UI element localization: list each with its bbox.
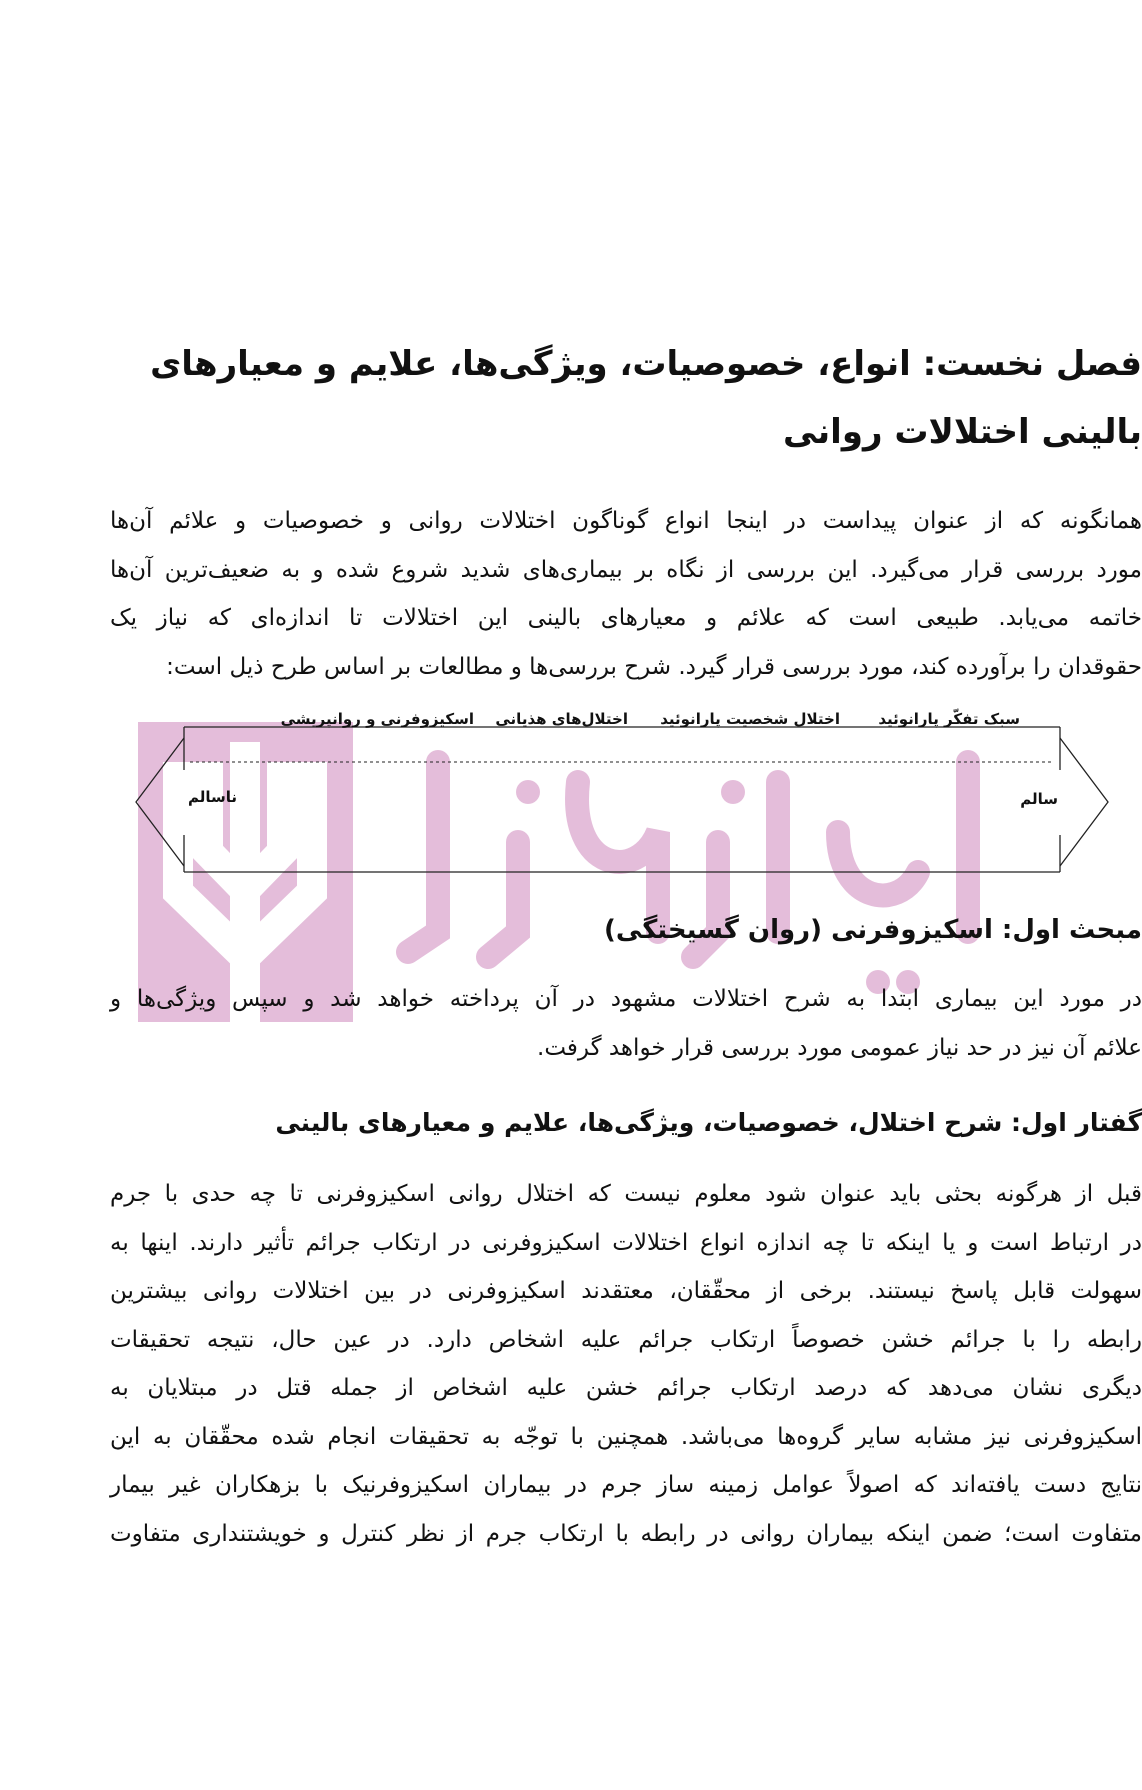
paragraph-line: رابطه را با جرائم خشن خصوصاً ارتکاب جرائم علیه اشخاص دارد. در عین حال، نتیجه تحقیقات <box>110 1326 1142 1353</box>
paragraph-line: مورد بررسی قرار می‌گیرد. این بررسی از نگاه بر بیماری‌های شدید شروع شده و به ضعیف‌ترین آن‌ها <box>110 556 1142 583</box>
paragraph-line: قبل از هرگونه بحثی باید عنوان شود معلوم نیست که اختلال روانی اسکیزوفرنی تا چه حدی با جرم <box>110 1181 1142 1207</box>
subsection-heading: گفتار اول: شرح اختلال، خصوصیات، ویژگی‌ها، علایم و معیارهای بالینی <box>275 1108 1142 1137</box>
chapter-title: فصل نخست: انواع، خصوصیات، ویژگی‌ها، علایم و معیارهای بالینی اختلالات روانی <box>150 344 1142 452</box>
spectrum-label: اسکیزوفرنی و روانپریشی <box>280 710 474 728</box>
paragraph-line: علائم آن نیز در حد نیاز عمومی مورد بررسی قرار خواهد گرفت. <box>537 1034 1142 1061</box>
paragraph-line: سهولت قابل پاسخ نیستند. برخی از محقّقان، معتقدند اسکیزوفرنی در بین اختلالات روانی بیشترین <box>110 1278 1142 1304</box>
section-paragraph <box>110 975 1142 1072</box>
spectrum-label: اختلال شخصیت پارانوئید <box>660 710 840 728</box>
intro-paragraph <box>110 497 1142 691</box>
paragraph-line: دیگری نشان می‌دهد که درصد ارتکاب جرائم خشن علیه اشخاص از جمله قتل در مبتلایان به <box>110 1375 1142 1401</box>
spectrum-axis <box>130 710 1140 890</box>
paragraph-line: خاتمه می‌یابد. طبیعی است که علائم و معیارهای بالینی این اختلالات تا اندازه‌ای که نیاز یک <box>110 605 1142 631</box>
section-heading: مبحث اول: اسکیزوفرنی (روان گسیختگی) <box>604 915 1142 945</box>
spectrum-label: اختلال‌های هذیانی <box>495 710 628 728</box>
spectrum-label: سبک تفکّر پارانوئید <box>878 710 1020 728</box>
spectrum-diagram <box>130 710 1140 890</box>
paragraph-line: در مورد این بیماری ابتدا به شرح اختلالات مشهود در آن پرداخته خواهد شد و سپس ویژگی‌ها و <box>110 986 1142 1012</box>
axis-end-healthy: سالم <box>1020 790 1058 808</box>
axis-end-unhealthy: ناسالم <box>188 788 238 806</box>
subsection-paragraph <box>110 1170 1142 1558</box>
paragraph-line: حقوقدان را برآورده کند، مورد بررسی قرار گیرد. شرح بررسی‌ها و مطالعات بر اساس طرح ذیل است: <box>166 653 1142 680</box>
paragraph-line: متفاوت است؛ ضمن اینکه بیماران روانی در رابطه با ارتکاب جرم از نظر کنترل و خویشتنداری متفاوت <box>110 1520 1142 1547</box>
paragraph-line: در ارتباط است و یا اینکه تا چه اندازه انواع اختلالات اسکیزوفرنی در ارتکاب جرائم تأثیر دارند. اینها به <box>110 1229 1142 1256</box>
paragraph-line: اسکیزوفرنی نیز مشابه سایر گروه‌ها می‌باشد. همچنین با توجّه به تحقیقات انجام شده محقّقان به این <box>110 1423 1142 1450</box>
paragraph-line: نتایج دست یافته‌اند که اصولاً عوامل زمینه ساز جرم در بیماران اسکیزوفرنیک با بزهکاران غیر بیمار <box>110 1472 1142 1498</box>
paragraph-line: همانگونه که از عنوان پیداست در اینجا انواع گوناگون اختلالات روانی و خصوصیات و علائم آن‌ها <box>110 508 1142 534</box>
